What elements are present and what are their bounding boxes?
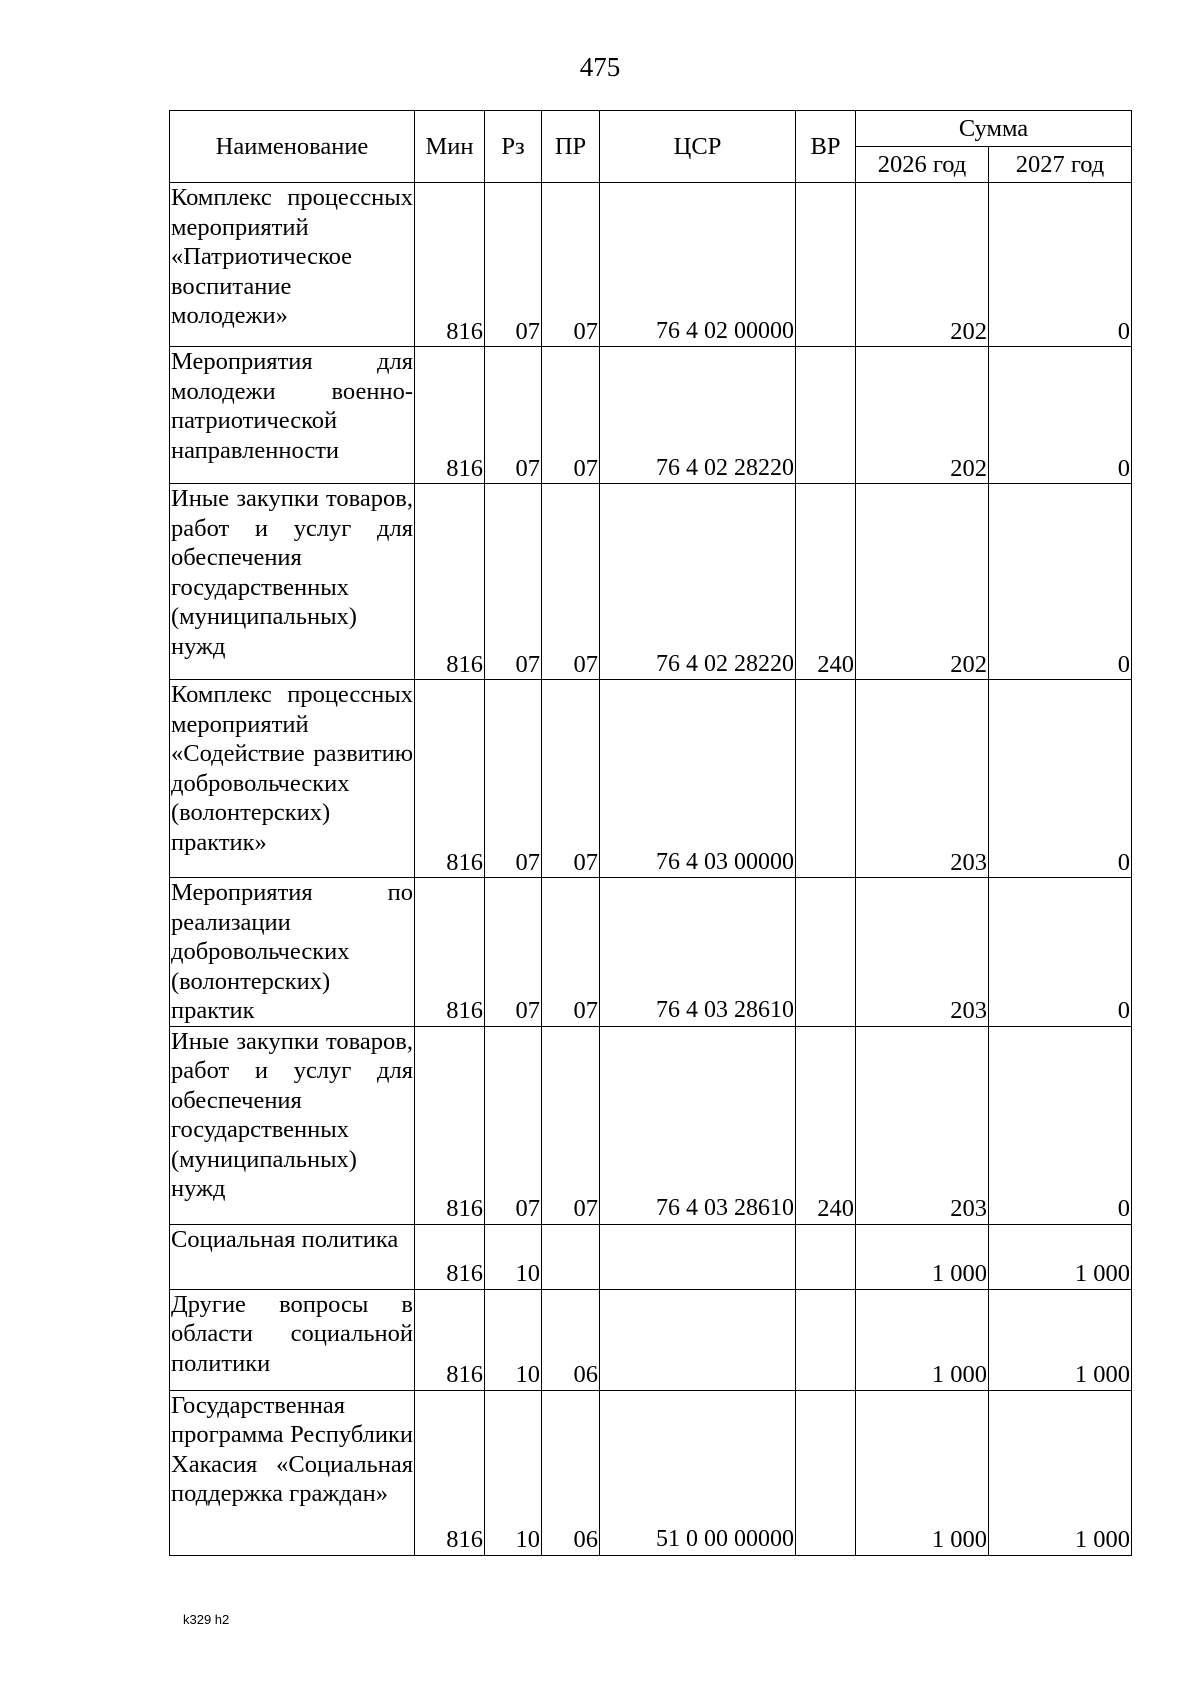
row-pr: 06: [542, 1390, 600, 1555]
row-sum-2026: 1 000: [856, 1289, 989, 1390]
header-vr: ВР: [796, 111, 856, 183]
row-csr: [600, 1289, 796, 1390]
row-csr: 76 4 03 28610: [600, 878, 796, 1027]
row-rz: 10: [485, 1289, 542, 1390]
row-min: 816: [415, 1224, 485, 1289]
row-sum-2026: 202: [856, 484, 989, 680]
row-name: Государственная программа Республики Хакасия «Социальная поддержка граждан»: [170, 1390, 415, 1555]
row-sum-2026: 1 000: [856, 1224, 989, 1289]
table-row: [170, 347, 1132, 484]
row-vr: [796, 347, 856, 484]
row-rz: 10: [485, 1390, 542, 1555]
row-rz: 07: [485, 680, 542, 878]
row-min: 816: [415, 1289, 485, 1390]
header-name: Наименование: [170, 111, 415, 183]
row-vr: [796, 1390, 856, 1555]
header-sum: Сумма: [856, 111, 1132, 147]
table-row: [170, 1390, 1132, 1555]
row-rz: 10: [485, 1224, 542, 1289]
row-rz: 07: [485, 878, 542, 1027]
row-rz: 07: [485, 484, 542, 680]
row-vr: [796, 183, 856, 347]
page-number: 475: [579, 52, 621, 82]
row-name: Комплекс процессных мероприятий «Содействие развитию добровольческих (волонтерских) практик»: [170, 680, 415, 878]
row-sum-2027: 0: [989, 183, 1132, 347]
table-row: [170, 1224, 1132, 1289]
row-sum-2027: 1 000: [989, 1390, 1132, 1555]
table-header: [170, 111, 1132, 183]
row-pr: 07: [542, 680, 600, 878]
row-name: Комплекс процессных мероприятий «Патриотическое воспитание молодежи»: [170, 183, 415, 347]
row-csr: 76 4 03 00000: [600, 680, 796, 878]
row-pr: 07: [542, 484, 600, 680]
table-row: [170, 1289, 1132, 1390]
row-min: 816: [415, 878, 485, 1027]
row-name: Мероприятия для молодежи военно-патриотической направленности: [170, 347, 415, 484]
footer-code: k329 h2: [183, 1612, 230, 1627]
row-vr: [796, 680, 856, 878]
table-row: [170, 183, 1132, 347]
header-csr: ЦСР: [600, 111, 796, 183]
row-vr: [796, 1289, 856, 1390]
row-name: Иные закупки товаров, работ и услуг для обеспечения государственных (муниципальных) нужд: [170, 1026, 415, 1224]
row-csr: 76 4 02 28220: [600, 484, 796, 680]
row-sum-2026: 1 000: [856, 1390, 989, 1555]
row-vr: 240: [796, 484, 856, 680]
row-sum-2027: 0: [989, 878, 1132, 1027]
table-body: [170, 183, 1132, 1556]
row-min: 816: [415, 183, 485, 347]
row-name: Социальная политика: [170, 1224, 415, 1289]
table-row: [170, 484, 1132, 680]
row-csr: 76 4 03 28610: [600, 1026, 796, 1224]
row-rz: 07: [485, 347, 542, 484]
row-sum-2027: 0: [989, 1026, 1132, 1224]
row-sum-2027: 0: [989, 484, 1132, 680]
row-rz: 07: [485, 1026, 542, 1224]
row-pr: [542, 1224, 600, 1289]
row-pr: 07: [542, 347, 600, 484]
row-sum-2026: 202: [856, 183, 989, 347]
row-min: 816: [415, 484, 485, 680]
row-sum-2026: 202: [856, 347, 989, 484]
row-min: 816: [415, 1026, 485, 1224]
row-min: 816: [415, 1390, 485, 1555]
header-year-2027: 2027 год: [989, 147, 1132, 183]
row-pr: 06: [542, 1289, 600, 1390]
row-sum-2027: 0: [989, 680, 1132, 878]
row-name: Иные закупки товаров, работ и услуг для обеспечения государственных (муниципальных) нужд: [170, 484, 415, 680]
row-min: 816: [415, 680, 485, 878]
row-csr: [600, 1224, 796, 1289]
table-row: [170, 1026, 1132, 1224]
row-sum-2026: 203: [856, 878, 989, 1027]
budget-table: [169, 110, 1132, 1556]
row-rz: 07: [485, 183, 542, 347]
row-sum-2026: 203: [856, 680, 989, 878]
header-year-2026: 2026 год: [856, 147, 989, 183]
row-pr: 07: [542, 1026, 600, 1224]
table-row: [170, 680, 1132, 878]
row-min: 816: [415, 347, 485, 484]
row-csr: 51 0 00 00000: [600, 1390, 796, 1555]
row-vr: [796, 1224, 856, 1289]
header-pr: ПР: [542, 111, 600, 183]
row-csr: 76 4 02 28220: [600, 347, 796, 484]
row-sum-2027: 1 000: [989, 1224, 1132, 1289]
row-vr: [796, 878, 856, 1027]
row-pr: 07: [542, 183, 600, 347]
header-rz: Рз: [485, 111, 542, 183]
row-name: Другие вопросы в области социальной политики: [170, 1289, 415, 1390]
row-sum-2027: 1 000: [989, 1289, 1132, 1390]
row-csr: 76 4 02 00000: [600, 183, 796, 347]
row-pr: 07: [542, 878, 600, 1027]
row-vr: 240: [796, 1026, 856, 1224]
table-row: [170, 878, 1132, 1027]
row-name: Мероприятия по реализации добровольческих (волонтерских) практик: [171, 879, 413, 1024]
row-sum-2026: 203: [856, 1026, 989, 1224]
row-sum-2027: 0: [989, 347, 1132, 484]
header-min: Мин: [415, 111, 485, 183]
